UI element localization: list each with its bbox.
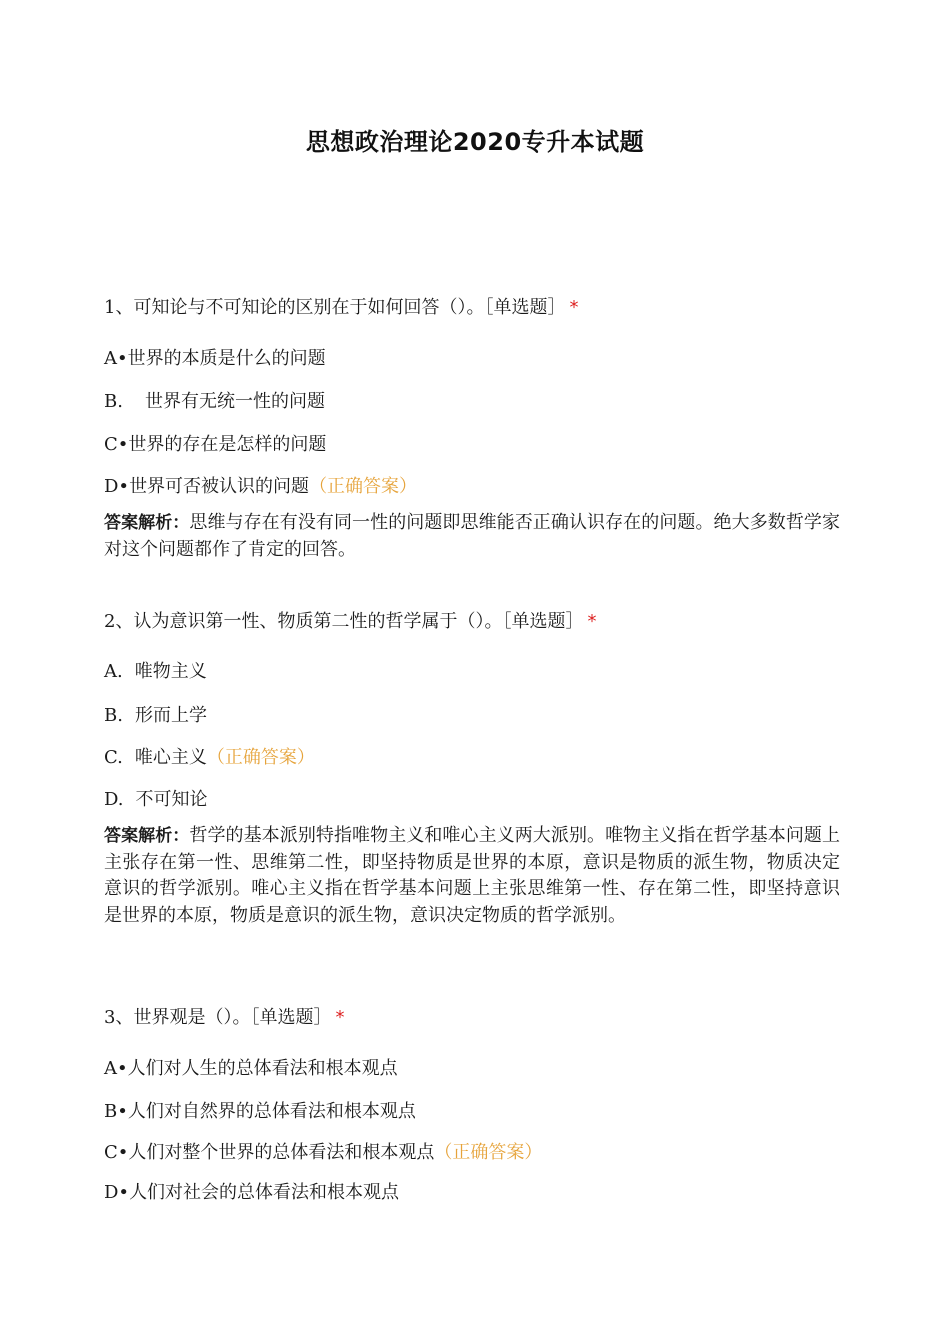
- option-text: 唯心主义: [134, 747, 207, 768]
- required-mark: *: [335, 1007, 345, 1028]
- option-text: 形而上学: [134, 705, 207, 726]
- option-letter: A•: [104, 348, 128, 369]
- option-letter: B.: [104, 705, 123, 726]
- option-c[interactable]: [104, 1141, 542, 1165]
- option-text: 人们对人生的总体看法和根本观点: [127, 1058, 398, 1079]
- question-type: ［单选题］: [484, 297, 566, 318]
- option-letter: C.: [104, 747, 123, 768]
- question-text: 认为意识第一性、物质第二性的哲学属于（）。: [133, 611, 503, 632]
- question-type: ［单选题］: [502, 611, 584, 632]
- option-letter: B.: [104, 391, 123, 412]
- question-text: 可知论与不可知论的区别在于如何回答（）。: [133, 297, 485, 318]
- analysis-label: 答案解析：: [104, 513, 190, 533]
- option-letter: B•: [104, 1101, 128, 1122]
- option-d[interactable]: [104, 475, 417, 499]
- option-text: 唯物主义: [134, 661, 207, 682]
- answer-analysis: [104, 510, 840, 563]
- option-letter: D•: [104, 476, 130, 497]
- option-letter: C•: [104, 1142, 129, 1163]
- question-number: 3、: [104, 1007, 134, 1028]
- question-number: 2、: [104, 611, 134, 632]
- correct-answer-tag: （正确答案）: [206, 747, 315, 768]
- correct-answer-tag: （正确答案）: [434, 1142, 543, 1163]
- option-letter: D.: [104, 789, 124, 810]
- question-text: 世界观是（）。: [133, 1007, 251, 1028]
- option-text: 世界的存在是怎样的问题: [128, 434, 327, 455]
- option-d[interactable]: [104, 1181, 399, 1205]
- option-b[interactable]: [104, 704, 207, 728]
- option-text: 人们对整个世界的总体看法和根本观点: [128, 1142, 435, 1163]
- document-title: 思想政治理论2020专升本试题: [305, 128, 645, 156]
- option-text: 世界的本质是什么的问题: [127, 348, 326, 369]
- question-stem: [104, 296, 578, 320]
- option-letter: D•: [104, 1182, 130, 1203]
- option-letter: A•: [104, 1058, 128, 1079]
- analysis-label: 答案解析：: [104, 826, 190, 846]
- option-d[interactable]: [104, 788, 208, 812]
- required-mark: *: [569, 297, 579, 318]
- option-b[interactable]: [104, 390, 325, 414]
- required-mark: *: [587, 611, 597, 632]
- option-text: 世界有无统一性的问题: [144, 391, 325, 412]
- question-stem: [104, 1006, 344, 1030]
- option-c[interactable]: [104, 746, 315, 770]
- option-a[interactable]: [104, 347, 326, 371]
- option-text: 不可知论: [135, 789, 208, 810]
- option-b[interactable]: [104, 1100, 416, 1124]
- option-a[interactable]: [104, 1057, 398, 1081]
- option-letter: A.: [104, 661, 123, 682]
- option-text: 人们对社会的总体看法和根本观点: [129, 1182, 400, 1203]
- option-c[interactable]: [104, 433, 326, 457]
- analysis-text: 思维与存在有没有同一性的问题即思维能否正确认识存在的问题。绝大多数哲学家对这个问题都作了肯定的回答。: [104, 512, 840, 560]
- option-letter: C•: [104, 434, 129, 455]
- option-text: 世界可否被认识的问题: [129, 476, 310, 497]
- option-a[interactable]: [104, 660, 207, 684]
- analysis-text: 哲学的基本派别特指唯物主义和唯心主义两大派别。唯物主义指在哲学基本问题上主张存在第一性、思维第二性，即坚持物质是世界的本原，意识是物质的派生物，物质决定意识的哲学派别。唯心主义指在哲学基本问题上主张思维第一性、存在第二性，即坚持意识是世界的本原，物质是意识的派生物，意识决定物质的哲学派别。: [104, 825, 840, 926]
- correct-answer-tag: （正确答案）: [309, 476, 418, 497]
- option-text: 人们对自然界的总体看法和根本观点: [127, 1101, 416, 1122]
- question-type: ［单选题］: [250, 1007, 332, 1028]
- question-number: 1、: [104, 297, 134, 318]
- answer-analysis: [104, 823, 840, 929]
- question-stem: [104, 610, 596, 634]
